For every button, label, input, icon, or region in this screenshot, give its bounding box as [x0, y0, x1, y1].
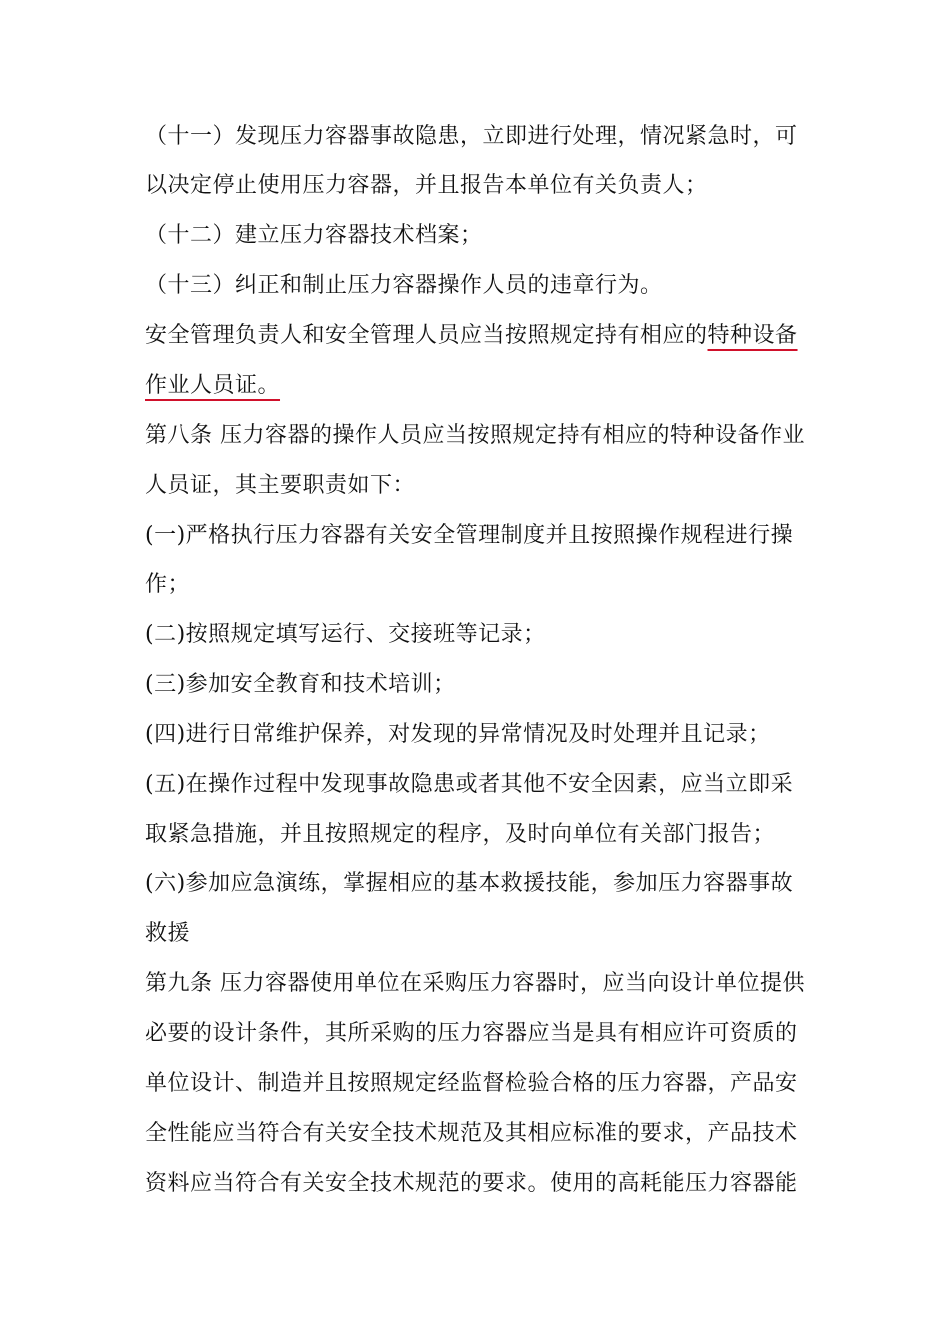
article-9-line-4: 全性能应当符合有关安全技术规范及其相应标准的要求，产品技术	[145, 1121, 798, 1146]
underlined-cert-term-cont: 作业人员证。	[145, 373, 281, 398]
article-9-heading: 第九条 压力容器使用单位在采购压力容器时，应当向设计单位提供	[145, 971, 805, 996]
text-line-item-13: （十三）纠正和制止压力容器操作人员的违章行为。	[145, 273, 663, 298]
manager-cert-text: 安全管理负责人和安全管理人员应当按照规定持有相应的	[145, 323, 708, 348]
duty-3: (三)参加安全教育和技术培训；	[145, 672, 456, 697]
duty-6-cont: 救援	[145, 921, 191, 946]
article-8-cont: 人员证，其主要职责如下：	[145, 473, 416, 498]
text-line-item-12: （十二）建立压力容器技术档案；	[145, 223, 483, 248]
text-line-manager-cert-cont	[145, 372, 815, 400]
article-9-line-5: 资料应当符合有关安全技术规范的要求。使用的高耗能压力容器能	[145, 1171, 798, 1196]
text-line-item-11-cont: 以决定停止使用压力容器，并且报告本单位有关负责人；	[145, 173, 708, 198]
article-9-line-2: 必要的设计条件，其所采购的压力容器应当是具有相应许可资质的	[145, 1021, 798, 1046]
duty-1: (一)严格执行压力容器有关安全管理制度并且按照操作规程进行操	[145, 523, 794, 548]
duty-2: (二)按照规定填写运行、交接班等记录；	[145, 622, 546, 647]
underlined-cert-term: 特种设备	[707, 323, 798, 348]
duty-5-cont: 取紧急措施，并且按照规定的程序，及时向单位有关部门报告；	[145, 822, 776, 847]
duty-4: (四)进行日常维护保养，对发现的异常情况及时处理并且记录；	[145, 722, 771, 747]
duty-1-cont: 作；	[145, 572, 191, 597]
duty-5: (五)在操作过程中发现事故隐患或者其他不安全因素，应当立即采	[145, 772, 794, 797]
article-8-heading: 第八条 压力容器的操作人员应当按照规定持有相应的特种设备作业	[145, 423, 805, 448]
duty-6: (六)参加应急演练，掌握相应的基本救援技能，参加压力容器事故	[145, 871, 794, 896]
article-9-line-3: 单位设计、制造并且按照规定经监督检验合格的压力容器，产品安	[145, 1071, 798, 1096]
text-line-item-11: （十一）发现压力容器事故隐患，立即进行处理，情况紧急时，可	[145, 124, 798, 149]
text-line-manager-cert	[145, 322, 815, 350]
